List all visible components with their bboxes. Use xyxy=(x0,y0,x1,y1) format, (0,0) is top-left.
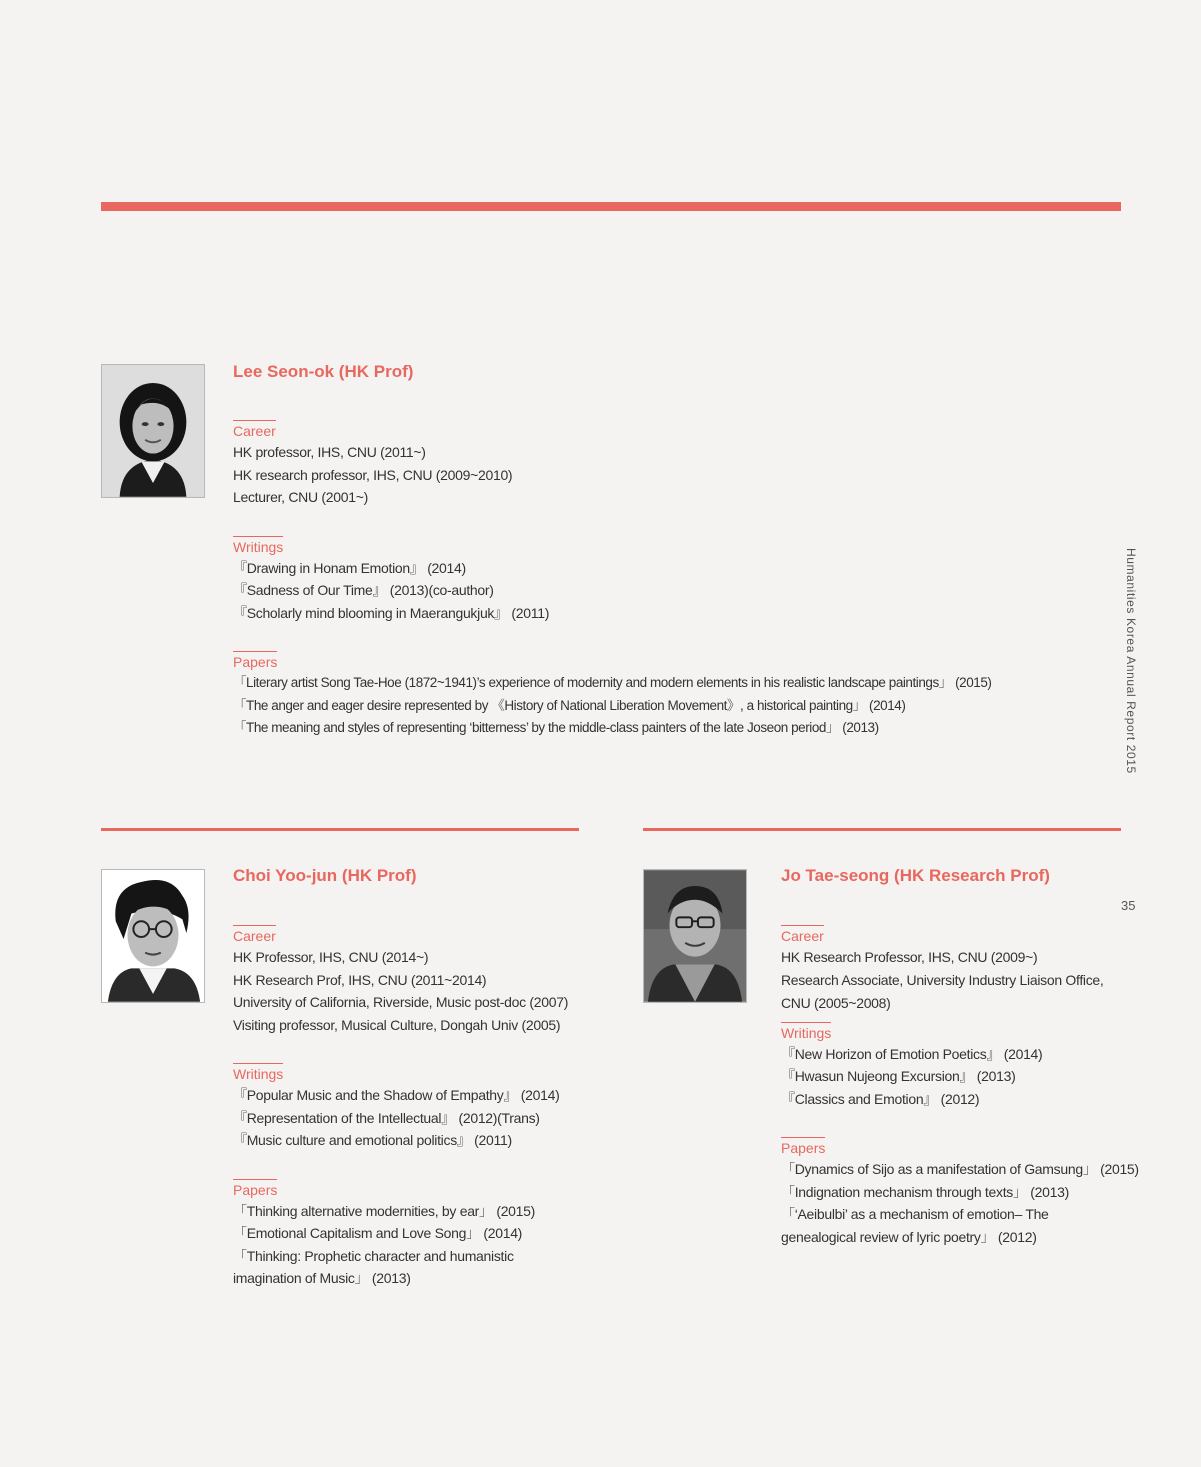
section-divider-right xyxy=(643,828,1121,831)
list-item: 「The anger and eager desire represented by 《History of National Liberation Movement》, a historical painting」 (2014) xyxy=(233,697,906,713)
career-heading: Career xyxy=(781,925,824,945)
list-item: 「‘Aeibulbi’ as a mechanism of emotion– The genealogical review of lyric poetry」 (2012) xyxy=(781,1206,1049,1245)
portrait-choi-image xyxy=(102,870,204,1002)
list-item: HK professor, IHS, CNU (2011~) xyxy=(233,444,426,460)
profile-choi xyxy=(233,865,613,1290)
list-item: 「The meaning and styles of representing ‘bitterness’ by the middle-class painters of the late Joseon period」 (2013) xyxy=(233,720,879,735)
list-item: Lecturer, CNU (2001~) xyxy=(233,489,368,505)
list-item: 『Hwasun Nujeong Excursion』 (2013) xyxy=(781,1068,1016,1084)
portrait-photo-jo xyxy=(643,869,747,1003)
list-item: 「Thinking: Prophetic character and humanistic imagination of Music」 (2013) xyxy=(233,1247,514,1286)
portrait-photo-choi xyxy=(101,869,205,1003)
list-item: Research Associate, University Industry Liaison Office, CNU (2005~2008) xyxy=(781,971,1104,1011)
papers-list xyxy=(233,672,1113,740)
list-item: Visiting professor, Musical Culture, Dongah Univ (2005) xyxy=(233,1016,561,1033)
career-list xyxy=(233,441,1113,509)
page-number: 35 xyxy=(1121,898,1136,913)
list-item: 「Literary artist Song Tae-Hoe (1872~1941)’s experience of modernity and modern elements in his realistic landscape paintings」 (2015) xyxy=(233,675,992,690)
list-item: 『New Horizon of Emotion Poetics』 (2014) xyxy=(781,1045,1043,1062)
list-item: 『Popular Music and the Shadow of Empathy』 (2014) xyxy=(233,1087,560,1103)
section-divider-left xyxy=(101,828,579,831)
list-item: 『Classics and Emotion』 (2012) xyxy=(781,1090,980,1107)
writings-list xyxy=(233,557,1113,625)
list-item: HK research professor, IHS, CNU (2009~2010) xyxy=(233,466,513,483)
portrait-jo-image xyxy=(644,870,746,1002)
papers-heading: Papers xyxy=(233,651,277,671)
side-label: Humanities Korea Annual Report 2015 xyxy=(1124,548,1138,774)
list-item: 『Drawing in Honam Emotion』 (2014) xyxy=(233,559,466,576)
profile-name: Jo Tae-seong (HK Research Prof) xyxy=(781,866,1050,885)
list-item: HK Research Professor, IHS, CNU (2009~) xyxy=(781,949,1038,965)
career-list xyxy=(781,946,1121,1016)
list-item: 『Representation of the Intellectual』 (2012)(Trans) xyxy=(233,1109,540,1126)
list-item: 「Emotional Capitalism and Love Song」 (2014) xyxy=(233,1225,523,1241)
papers-list xyxy=(781,1158,1139,1248)
portrait-lee-image xyxy=(102,365,204,497)
list-item: HK Research Prof, IHS, CNU (2011~2014) xyxy=(233,971,487,988)
top-divider xyxy=(101,202,1121,211)
list-item: 『Scholarly mind blooming in Maerangukjuk』 (2011) xyxy=(233,604,550,621)
profile-name: Lee Seon-ok (HK Prof) xyxy=(233,362,414,381)
list-item: 「Thinking alternative modernities, by ear」 (2015) xyxy=(233,1202,536,1219)
writings-list xyxy=(781,1043,1126,1111)
papers-heading: Papers xyxy=(233,1179,277,1199)
writings-list xyxy=(233,1084,613,1152)
profile-name: Choi Yoo-jun (HK Prof) xyxy=(233,866,417,885)
list-item: University of California, Riverside, Music post-doc (2007) xyxy=(233,994,569,1010)
list-item: 「Dynamics of Sijo as a manifestation of Gamsung」 (2015) xyxy=(781,1161,1139,1177)
writings-heading: Writings xyxy=(233,536,283,556)
writings-heading: Writings xyxy=(781,1022,831,1042)
papers-heading: Papers xyxy=(781,1137,825,1157)
list-item: 「Indignation mechanism through texts」 (2013) xyxy=(781,1183,1069,1200)
career-heading: Career xyxy=(233,420,276,440)
list-item: HK Professor, IHS, CNU (2014~) xyxy=(233,949,429,965)
papers-list xyxy=(233,1200,578,1290)
career-list xyxy=(233,946,613,1036)
writings-heading: Writings xyxy=(233,1063,283,1083)
portrait-photo-lee xyxy=(101,364,205,498)
profile-lee xyxy=(233,361,1113,740)
career-heading: Career xyxy=(233,925,276,945)
list-item: 『Music culture and emotional politics』 (2011) xyxy=(233,1132,512,1148)
list-item: 『Sadness of Our Time』 (2013)(co-author) xyxy=(233,582,494,598)
